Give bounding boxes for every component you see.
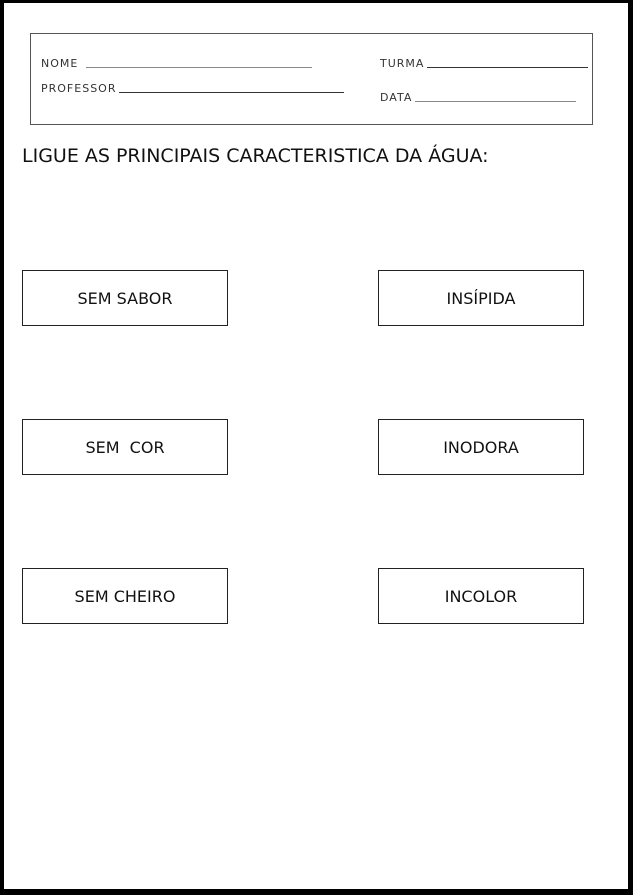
data-field[interactable] (380, 88, 576, 104)
turma-line[interactable] (427, 66, 588, 68)
right-option-3[interactable]: INCOLOR (378, 568, 584, 624)
left-option-3[interactable]: SEM CHEIRO (22, 568, 228, 624)
left-option-2[interactable]: SEM COR (22, 419, 228, 475)
professor-label: PROFESSOR (41, 82, 117, 95)
turma-label: TURMA (380, 57, 425, 70)
worksheet-page (4, 3, 628, 889)
right-option-2[interactable]: INODORA (378, 419, 584, 475)
turma-field[interactable] (380, 54, 588, 70)
data-label: DATA (380, 91, 413, 104)
nome-label: NOME (41, 57, 79, 70)
student-info-box (30, 33, 593, 125)
nome-line[interactable] (86, 66, 312, 68)
right-option-1[interactable]: INSÍPIDA (378, 270, 584, 326)
exercise-title: LIGUE AS PRINCIPAIS CARACTERISTICA DA ÁGUA: (22, 145, 489, 167)
left-option-1[interactable]: SEM SABOR (22, 270, 228, 326)
data-line[interactable] (415, 100, 576, 102)
professor-line[interactable] (119, 91, 344, 93)
professor-field[interactable] (41, 79, 344, 95)
nome-field[interactable] (41, 54, 312, 70)
